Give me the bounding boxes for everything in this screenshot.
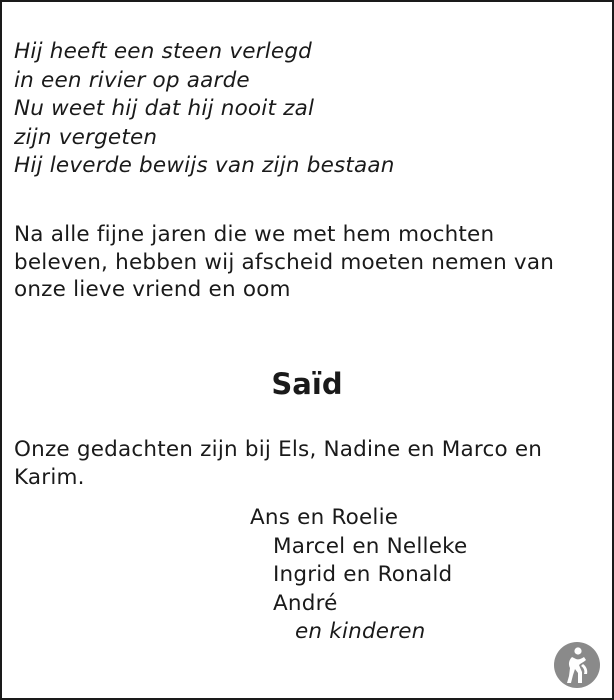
farewell-message <box>14 221 554 304</box>
poem-line: Hij leverde bewijs van zijn bestaan <box>14 153 395 178</box>
message-line: onze lieve vriend en oom <box>14 277 291 302</box>
message-line: beleven, hebben wij afscheid moeten nemen van <box>14 249 555 275</box>
signature-line: Ans en Roelie <box>250 505 399 530</box>
condolence-text <box>14 436 542 492</box>
poem-line: Nu weet hij dat hij nooit zal <box>14 96 315 121</box>
signature-line: Ingrid en Ronald <box>273 562 453 587</box>
condolence-line: Karim. <box>14 465 85 490</box>
poem <box>14 38 395 181</box>
poem-line: Hij heeft een steen verlegd <box>14 39 313 64</box>
message-line: Na alle fijne jaren die we met hem mochten <box>14 222 495 247</box>
poem-line: in een rivier op aarde <box>14 67 250 93</box>
signature-line: André <box>273 590 338 616</box>
signatures <box>250 504 467 647</box>
signature-line: en kinderen <box>295 619 426 644</box>
poem-line: zijn vergeten <box>14 124 158 150</box>
memorial-figure-icon <box>554 642 600 688</box>
condolence-line: Onze gedachten zijn bij Els, Nadine en Marco en <box>14 437 543 462</box>
signature-line: Marcel en Nelleke <box>273 533 468 559</box>
deceased-name: Saïd <box>271 367 343 401</box>
